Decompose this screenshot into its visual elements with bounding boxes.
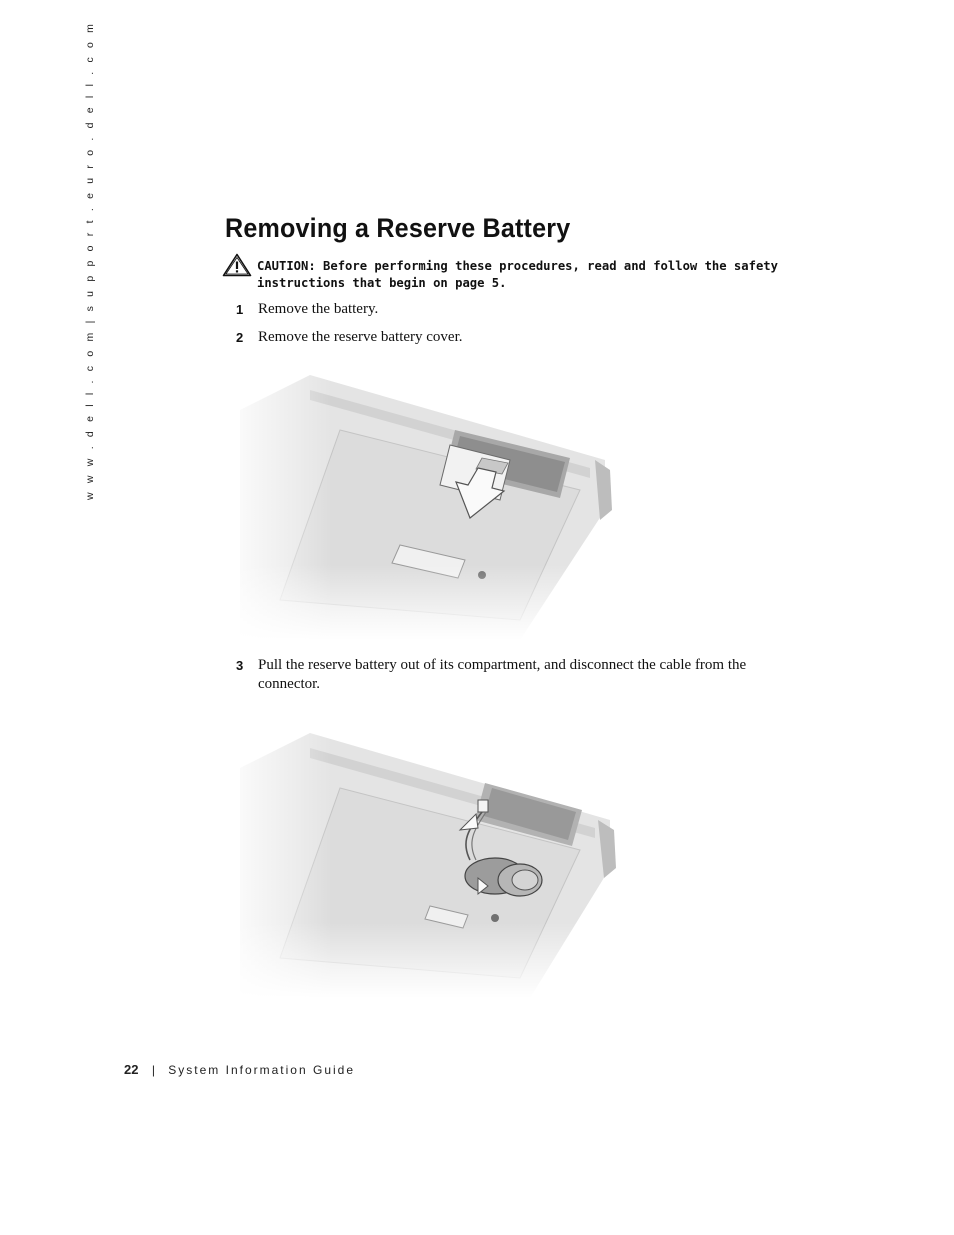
warning-triangle-icon — [222, 253, 252, 277]
page-number: 22 — [124, 1062, 139, 1077]
step-text: Remove the reserve battery cover. — [258, 329, 463, 345]
page-title: Removing a Reserve Battery — [225, 213, 571, 243]
illustration-remove-reserve-battery — [220, 728, 620, 998]
illustration-remove-cover — [220, 370, 620, 640]
step-text: Pull the reserve battery out of its compartment, and disconnect the cable from the connector. — [258, 657, 747, 692]
page-footer — [124, 1062, 355, 1077]
side-url: w w w . d e l l . c o m | s u p p o r t . e u r o . d e l l . c o m — [84, 20, 96, 500]
step-number: 1 — [236, 302, 244, 317]
step-text: Remove the battery. — [258, 301, 379, 317]
caution-text: CAUTION: Before performing these procedures, read and follow the safety instructions that begin on page 5. — [257, 259, 778, 290]
step-number: 2 — [236, 330, 244, 345]
guide-title: System Information Guide — [168, 1063, 356, 1077]
step-number: 3 — [236, 658, 244, 673]
footer-separator: | — [151, 1063, 155, 1077]
